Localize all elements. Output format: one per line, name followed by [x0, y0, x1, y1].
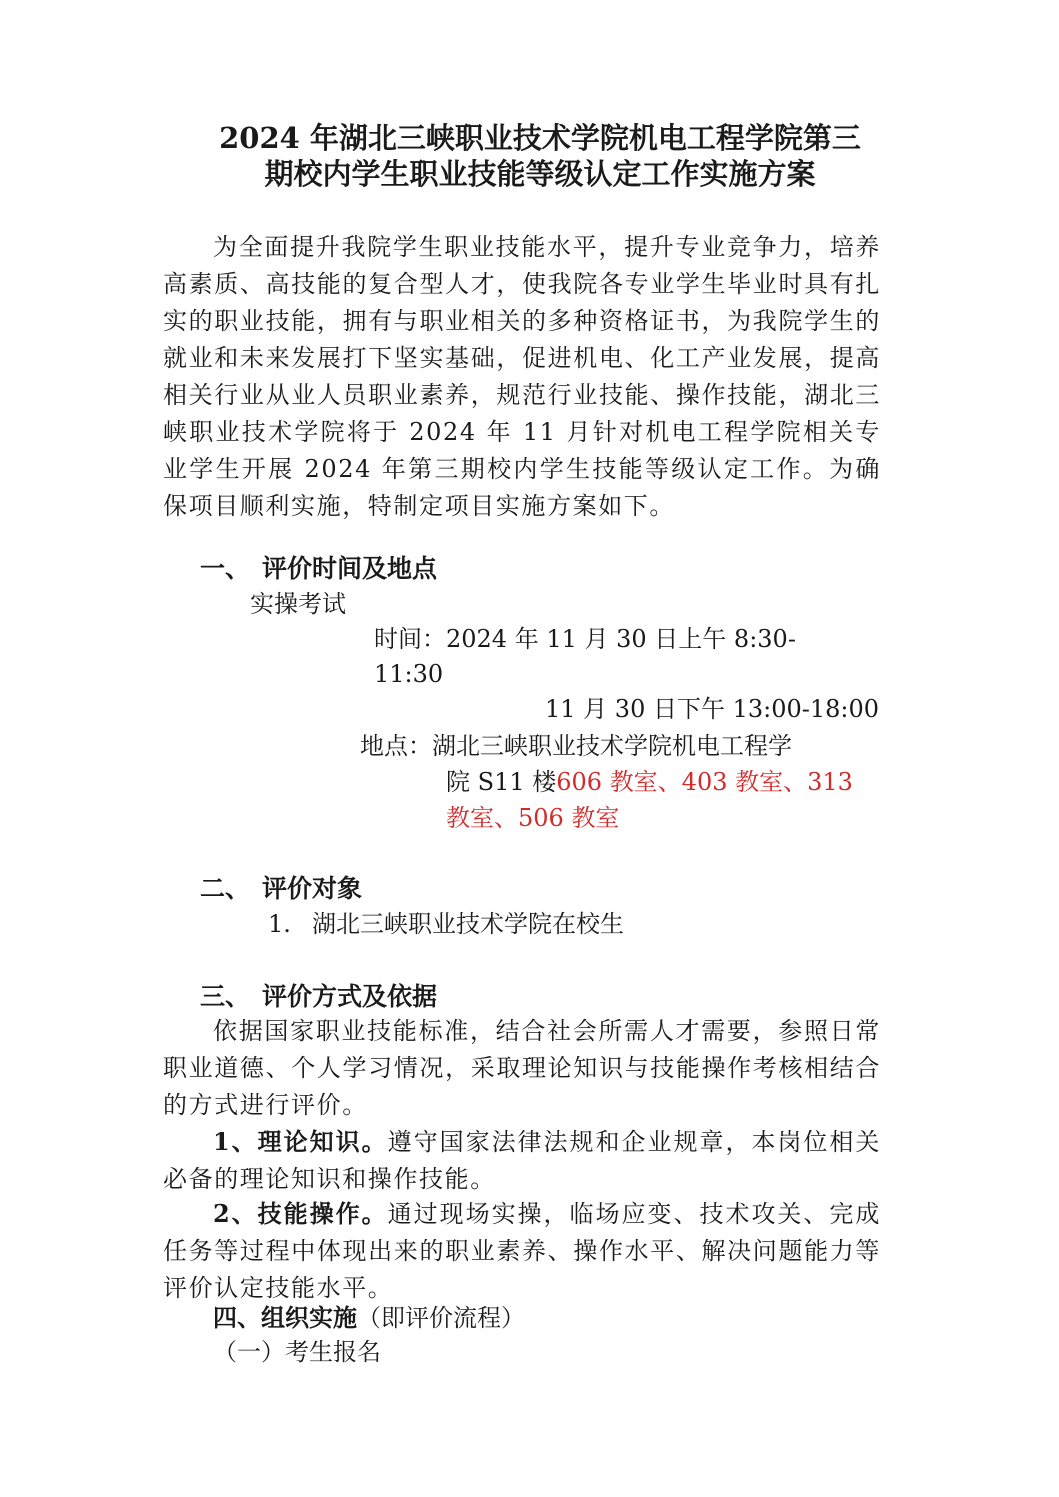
section-2-number: 二、: [200, 874, 251, 903]
exam-time-line-1: 时间：2024 年 11 月 30 日上午 8:30-: [374, 625, 796, 653]
exam-time-line-2: 11:30: [374, 660, 444, 688]
section-4-title: 四、组织实施: [213, 1303, 357, 1332]
section-1-number: 一、: [200, 554, 251, 583]
section-1-subtitle: 实操考试: [250, 590, 346, 618]
section-1-title: 评价时间及地点: [262, 554, 438, 583]
section-3-item-2: [163, 1195, 881, 1307]
exam-place-building: 院 S11 楼: [446, 768, 557, 796]
section-1-heading: [200, 550, 437, 587]
intro-paragraph: 为全面提升我院学生职业技能水平，提升专业竞争力，培养高素质、高技能的复合型人才，使我院各专业学生毕业时具有扎实的职业技能，拥有与职业相关的多种资格证书，为我院学生的就业和未来发展打下坚实基础，促进机电、化工产业发展，提高相关行业从业人员职业素养，规范行业技能、操作技能，湖北三峡职业技术学院将于 2024 年 11 月针对机电工程学院相关专业学生开展 2024 年第三期校内学生技能等级认定工作。为确保项目顺利实施，特制定项目实施方案如下。: [163, 233, 881, 520]
exam-time-line-3: 11 月 30 日下午 13:00-18:00: [545, 695, 880, 723]
exam-place-rooms-1: 606 教室、403 教室、313: [556, 768, 853, 796]
section-2-title: 评价对象: [262, 874, 363, 903]
section-3-number: 三、: [200, 982, 251, 1011]
section-3-item-1-label: 1、理论知识。: [213, 1127, 388, 1156]
section-4-heading: [213, 1299, 525, 1337]
section-2-heading: [200, 870, 362, 907]
target-item-1-text: 湖北三峡职业技术学院在校生: [312, 910, 624, 938]
section-4-title-note: （即评价流程）: [357, 1304, 525, 1332]
section-3-paragraph: 依据国家职业技能标准，结合社会所需人才需要，参照日常职业道德、个人学习情况，采取理论知识与技能操作考核相结合的方式进行评价。: [163, 1017, 881, 1119]
document-title-line-2: 期校内学生职业技能等级认定工作实施方案: [264, 157, 816, 191]
target-item-1: [268, 906, 624, 943]
section-3-heading: [200, 978, 437, 1015]
section-3-title: 评价方式及依据: [262, 982, 438, 1011]
exam-place-rooms-2: 教室、506 教室: [446, 804, 620, 832]
exam-place-line-2: [446, 764, 853, 801]
document-title-line-1: 2024 年湖北三峡职业技术学院机电工程学院第三: [219, 121, 861, 155]
section-3-item-1-text: 遵守国家法律法规和企业规章，本岗位相关必备的理论知识和操作技能。: [163, 1128, 881, 1193]
section-3-item-2-label: 2、技能操作。: [213, 1199, 388, 1228]
section-4-subsection-1: （一）考生报名: [213, 1338, 381, 1366]
target-item-1-number: 1.: [268, 910, 291, 938]
section-3-item-2-text: 通过现场实操，临场应变、技术攻关、完成任务等过程中体现出来的职业素养、操作水平、解决问题能力等评价认定技能水平。: [163, 1200, 881, 1302]
exam-place-line-1: 地点：湖北三峡职业技术学院机电工程学: [360, 732, 792, 760]
section-3-item-1: [163, 1123, 881, 1198]
